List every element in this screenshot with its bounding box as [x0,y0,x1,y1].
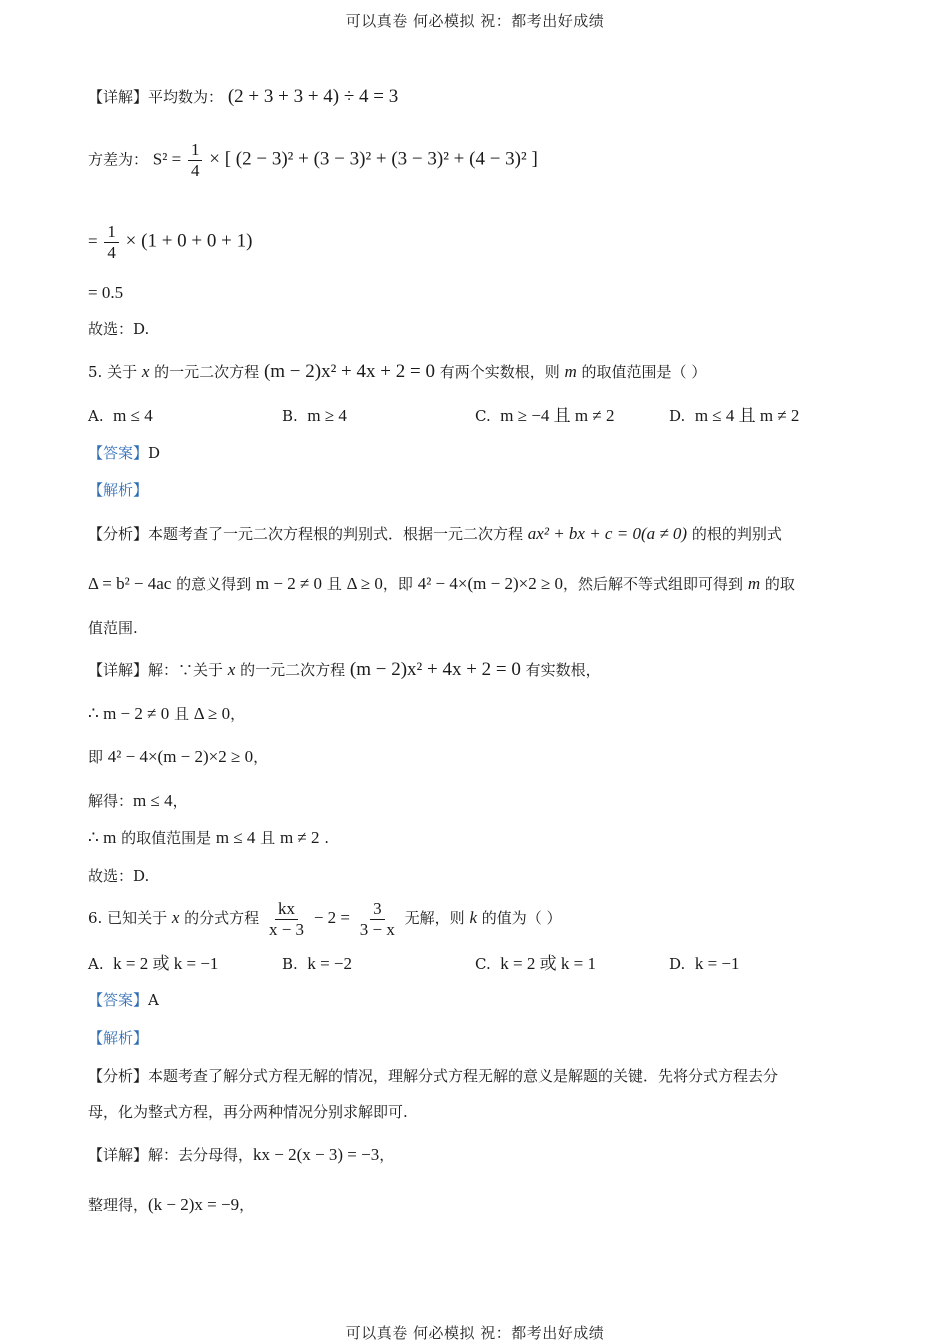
option-label: D. [669,955,686,973]
q4-step2-fraction [104,222,119,263]
q5-analysis-3c: m − 2 ≠ 0 [255,574,323,593]
q6-detail-2a: 整理得， [88,1196,149,1214]
q6-var-x: x [171,908,180,927]
frac-den: 4 [107,243,116,262]
q6-stem-a: 6. 已知关于 [88,909,172,927]
q5-detail-5d: 且 [255,829,280,847]
q6-option-b[interactable] [282,953,352,975]
q5-var-x: x [141,362,150,381]
q4-step2-line [88,222,252,263]
option-label: B. [282,955,298,973]
frac-num: 1 [188,140,203,161]
option-text: k = 2 或 k = 1 [500,954,596,973]
q4-fraction-quarter [188,140,203,181]
q6-detail-1a: 解：去分母得， [148,1146,254,1164]
q6-analysis-line2: 母，化为整式方程，再分两种情况分别求解即可. [88,1103,408,1121]
q6-analysis-label: 【解析】 [88,1029,149,1047]
q6-stem-d: 的值为（ ） [476,909,562,927]
q5-detail-line1 [88,659,601,681]
q5-equation: (m − 2)x² + 4x + 2 = 0 [263,361,435,382]
q5-detail-3a: 即 [88,748,108,766]
option-text: m ≤ 4 且 m ≠ 2 [694,406,800,425]
q6-detail-line2 [88,1194,254,1216]
option-label: B. [282,407,298,425]
option-label: C. [475,955,491,973]
option-text: k = 2 或 k = −1 [113,954,219,973]
frac-num: kx [275,899,298,920]
q6-answer-label: 【答案】 [88,991,149,1009]
q6-answer-line [88,989,159,1011]
option-label: C. [475,407,491,425]
q5-stem-d: 的取值范围是（ ） [576,363,707,381]
q4-step2-prefix: = [88,231,98,251]
frac-den: 3 − x [359,919,395,939]
q4-mean-text: 平均数为： [148,88,224,106]
q6-option-c[interactable] [475,953,596,975]
q5-analysis-eq: ax² + bx + c = 0(a ≠ 0) [527,524,688,543]
option-text: k = −2 [307,954,353,973]
q5-analysis-line1 [88,523,782,545]
frac-den: 4 [190,161,200,180]
q5-detail-1b: x [227,660,236,679]
q6-detail-line1 [88,1144,394,1166]
q6-analysis-line1 [88,1065,778,1087]
q5-analysis-3g: 4² − 4×(m − 2)×2 ≥ 0 [417,574,564,593]
q6-detail-2b: (k − 2)x = −9 [148,1195,240,1214]
q5-option-a[interactable] [88,405,153,427]
q5-discriminant: Δ = b² − 4ac [88,574,172,593]
q5-detail-line4 [88,790,188,812]
q4-mean-expr: (2 + 3 + 3 + 4) ÷ 4 = 3 [227,86,399,107]
q5-analysis-label: 【解析】 [88,481,149,499]
q5-detail-5e: m ≠ 2 [279,828,320,847]
q6-fraction-right [357,899,398,940]
q6-var-k: k [469,908,477,927]
q5-stem-a: 5. 关于 [88,363,142,381]
page-footer: 可以真卷 何必模拟 祝：都考出好成绩 [345,1324,605,1342]
q6-option-d[interactable] [669,953,740,975]
q4-step2-rhs: × (1 + 0 + 0 + 1) [125,230,253,252]
option-label: A. [88,407,104,425]
q5-choose: 故选：D. [88,867,150,885]
q5-detail-label: 【详解】 [88,661,149,679]
q5-detail-3b: 4² − 4×(m − 2)×2 ≥ 0 [107,747,254,766]
q5-detail-5c: m ≤ 4 [215,828,256,847]
q5-option-b[interactable] [282,405,347,427]
q5-detail-line2 [88,703,245,725]
q5-detail-4b: m ≤ 4 [133,791,173,810]
q5-analysis-3h: ，然后解不等式组即可得到 [563,575,748,593]
q6-option-a[interactable] [88,953,218,975]
q5-detail-5b: 的取值范围是 [116,829,216,847]
q5-detail-4c: ， [172,792,188,810]
q4-step3: = 0.5 [88,283,124,302]
q5-analysis-2: 的根的判别式 [687,525,782,543]
q6-stem-c: 无解，则 [399,909,470,927]
q6-detail-1b: kx − 2(x − 3) = −3 [253,1145,380,1164]
q4-variance-text: 方差为： [88,150,149,169]
q5-detail-1d: (m − 2)x² + 4x + 2 = 0 [349,659,521,680]
q4-detail-label: 【详解】 [88,88,149,106]
q5-answer: D [148,444,161,462]
option-text: m ≤ 4 [113,406,153,425]
q5-analysis-1: 本题考查了一元二次方程根的判别式．根据一元二次方程 [148,525,528,543]
option-text: m ≥ 4 [307,406,347,425]
q5-detail-line3 [88,746,268,768]
q6-answer: A [148,991,159,1009]
q5-detail-4a: 解得： [88,792,134,810]
q5-detail-1c: 的一元二次方程 [235,661,350,679]
q5-option-c[interactable] [475,405,614,427]
q5-answer-label: 【答案】 [88,444,149,462]
q5-detail-line5 [88,827,329,849]
q5-option-d[interactable] [669,405,799,427]
q5-analysis-3e: Δ ≥ 0 [346,574,383,593]
q4-variance-rhs: × [ (2 − 3)² + (3 − 3)² + (3 − 3)² + (4 − 3)² ] [209,148,538,170]
q5-analysis-3f: ，即 [382,575,418,593]
q4-variance-lhs: S² = [152,149,182,169]
q5-detail-5f: . [319,829,330,847]
q5-detail-2a: ∴ m − 2 ≠ 0 [88,704,170,723]
frac-den: x − 3 [268,919,305,939]
q5-analysis-line3: 值范围. [88,619,138,637]
q6-detail-1c: ， [379,1146,395,1164]
q5-detail-2d: ， [230,705,246,723]
q6-stem-b: 的分式方程 [179,909,264,927]
q4-choose: 故选：D. [88,320,150,338]
page-header: 可以真卷 何必模拟 祝：都考出好成绩 [345,12,605,30]
q4-mean-line [88,86,398,108]
q5-analysis-line2 [88,573,795,595]
q5-analysis-head: 【分析】 [88,525,149,543]
q6-detail-2c: ， [239,1196,255,1214]
q6-fraction-left [266,899,307,940]
q6-analysis-head: 【分析】 [88,1067,149,1085]
q5-analysis-3b: 的意义得到 [171,575,256,593]
q5-detail-1a: 解：∵关于 [148,661,228,679]
q6-analysis-1: 本题考查了解分式方程无解的情况，理解分式方程无解的意义是解题的关键．先将分式方程去分 [148,1067,779,1085]
frac-num: 3 [370,899,385,920]
q6-mid: − 2 = [313,908,351,927]
q5-detail-2b: 且 [169,705,194,723]
q5-detail-1e: 有实数根， [520,661,601,679]
q5-answer-line [88,442,160,464]
option-text: k = −1 [694,954,740,973]
q5-detail-3c: ， [253,748,269,766]
q6-stem [88,896,562,940]
q5-detail-5a: ∴ m [88,828,117,847]
option-label: D. [669,407,686,425]
q5-stem-b: 的一元二次方程 [149,363,264,381]
q6-detail-label: 【详解】 [88,1146,149,1164]
q5-analysis-3d: 且 [322,575,347,593]
q5-stem [88,361,706,383]
q5-stem-c: 有两个实数根，则 [434,363,565,381]
option-text: m ≥ −4 且 m ≠ 2 [500,406,615,425]
q5-detail-2c: Δ ≥ 0 [193,704,231,723]
q5-var-m: m [564,362,577,381]
q4-variance-line [88,140,538,181]
frac-num: 1 [104,222,119,243]
option-label: A. [88,955,104,973]
q5-analysis-3j: 的取 [760,575,795,593]
q5-analysis-3i: m [747,574,761,593]
